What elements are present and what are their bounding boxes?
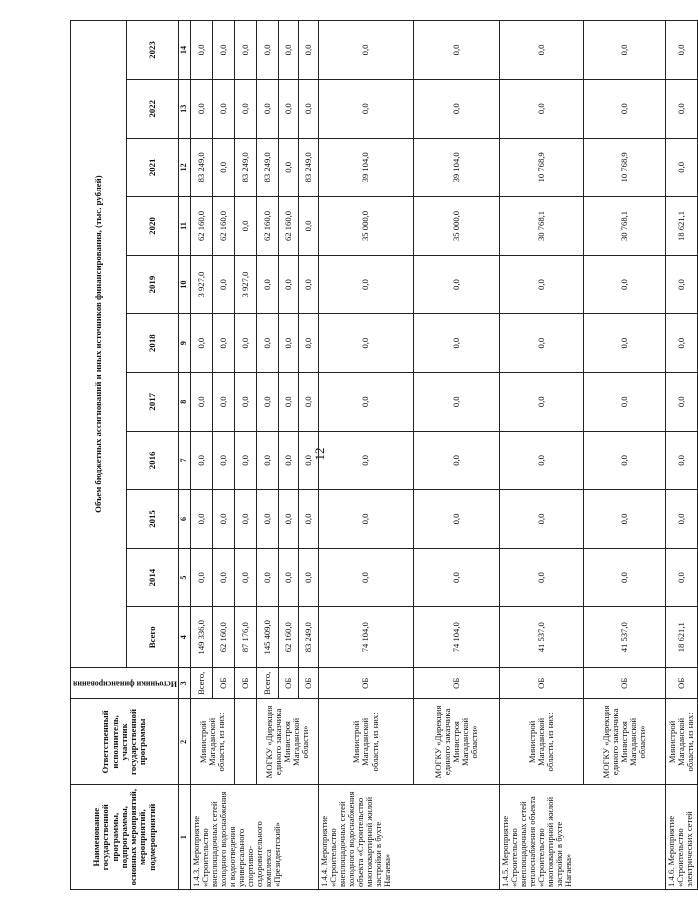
amount-cell: 0,0 (213, 314, 235, 373)
header-year: 2015 (127, 490, 179, 549)
amount-cell: 0,0 (500, 548, 584, 607)
amount-cell: 0,0 (191, 548, 213, 607)
amount-cell: 0,0 (279, 372, 299, 431)
amount-cell: 0,0 (213, 21, 235, 80)
header-year: 2014 (127, 548, 179, 607)
amount-cell: 74 104,0 (319, 607, 414, 668)
funding-source: ОБ (213, 668, 235, 699)
executor: МОГКУ «Дирекция единого заказчика Министроя Магаданской области» (414, 699, 500, 785)
amount-cell: 83 249,0 (191, 138, 213, 197)
funding-source: ОБ (666, 668, 698, 699)
column-number: 1 (179, 785, 191, 890)
amount-cell: 0,0 (414, 548, 500, 607)
budget-table-container (70, 20, 695, 890)
amount-cell: 62 160,0 (213, 607, 235, 668)
amount-cell: 0,0 (213, 490, 235, 549)
amount-cell: 149 336,0 (191, 607, 213, 668)
amount-cell: 0,0 (235, 490, 257, 549)
amount-cell: 0,0 (666, 490, 698, 549)
amount-cell: 62 160,0 (279, 197, 299, 256)
header-year: 2017 (127, 372, 179, 431)
amount-cell: 0,0 (500, 255, 584, 314)
column-number: 8 (179, 372, 191, 431)
table-row (414, 21, 500, 890)
amount-cell: 83 249,0 (299, 138, 319, 197)
amount-cell: 0,0 (319, 490, 414, 549)
amount-cell: 39 104,0 (414, 138, 500, 197)
amount-cell: 0,0 (319, 255, 414, 314)
amount-cell: 0,0 (414, 79, 500, 138)
header-year: 2016 (127, 431, 179, 490)
amount-cell: 0,0 (235, 372, 257, 431)
amount-cell: 0,0 (299, 548, 319, 607)
event-name: 1.4.5. Мероприятие «Строительство внеплощадочных сетей теплоснабжения объекта «Строительство многоквартирной жилой застройки в бухте Нагаева» (500, 785, 666, 890)
header-year: 2023 (127, 21, 179, 80)
amount-cell: 0,0 (666, 372, 698, 431)
funding-source: Всего, (257, 668, 279, 699)
amount-cell: 145 409,0 (257, 607, 279, 668)
amount-cell: 0,0 (666, 431, 698, 490)
column-number: 14 (179, 21, 191, 80)
amount-cell: 0,0 (235, 79, 257, 138)
column-number: 3 (179, 668, 191, 699)
amount-cell: 0,0 (666, 21, 698, 80)
amount-cell: 0,0 (299, 21, 319, 80)
column-number: 12 (179, 138, 191, 197)
amount-cell: 0,0 (213, 138, 235, 197)
executor: Министрой Магаданской области, из них: (191, 699, 235, 785)
header-year: 2022 (127, 79, 179, 138)
amount-cell: 0,0 (257, 372, 279, 431)
table-row (319, 21, 414, 890)
amount-cell: 0,0 (191, 372, 213, 431)
amount-cell: 0,0 (191, 21, 213, 80)
amount-cell: 0,0 (414, 372, 500, 431)
amount-cell: 62 160,0 (257, 197, 279, 256)
amount-cell: 18 621,1 (666, 607, 698, 668)
amount-cell: 0,0 (584, 431, 666, 490)
amount-cell: 0,0 (319, 79, 414, 138)
amount-cell: 74 104,0 (414, 607, 500, 668)
page-number: 12 (312, 447, 327, 461)
amount-cell: 0,0 (279, 490, 299, 549)
amount-cell: 0,0 (299, 197, 319, 256)
amount-cell: 0,0 (257, 431, 279, 490)
event-name: 1.4.3. Мероприятие «Строительство внеплощадочных сетей холодного водоснабжения и водоотведения универсального спортивно-оздоровительного комплекса «Президентский» (191, 785, 319, 890)
amount-cell: 0,0 (191, 79, 213, 138)
amount-cell: 0,0 (500, 431, 584, 490)
amount-cell: 0,0 (279, 21, 299, 80)
header-year: 2018 (127, 314, 179, 373)
column-number: 4 (179, 607, 191, 668)
amount-cell: 41 537,0 (584, 607, 666, 668)
funding-source: Всего, (191, 668, 213, 699)
amount-cell: 41 537,0 (500, 607, 584, 668)
header-source: Источники финансирования (71, 668, 179, 699)
table-row (666, 21, 698, 890)
amount-cell: 0,0 (584, 314, 666, 373)
amount-cell: 0,0 (299, 255, 319, 314)
amount-cell: 0,0 (299, 431, 319, 490)
amount-cell: 62 160,0 (213, 197, 235, 256)
amount-cell: 0,0 (213, 255, 235, 314)
amount-cell: 0,0 (319, 548, 414, 607)
amount-cell: 0,0 (279, 138, 299, 197)
column-number: 11 (179, 197, 191, 256)
amount-cell: 0,0 (257, 314, 279, 373)
amount-cell: 0,0 (213, 548, 235, 607)
header-year: 2020 (127, 197, 179, 256)
amount-cell: 0,0 (584, 372, 666, 431)
column-number: 9 (179, 314, 191, 373)
column-number: 2 (179, 699, 191, 785)
amount-cell: 0,0 (584, 548, 666, 607)
amount-cell: 0,0 (666, 548, 698, 607)
amount-cell: 0,0 (584, 79, 666, 138)
amount-cell: 0,0 (235, 548, 257, 607)
header-year: 2021 (127, 138, 179, 197)
amount-cell: 0,0 (414, 314, 500, 373)
header-year: 2019 (127, 255, 179, 314)
funding-source: ОБ (319, 668, 414, 699)
executor (235, 699, 257, 785)
amount-cell: 18 621,1 (666, 197, 698, 256)
amount-cell: 0,0 (235, 314, 257, 373)
funding-source: ОБ (299, 668, 319, 699)
table-row (191, 21, 213, 890)
amount-cell: 3 927,0 (191, 255, 213, 314)
amount-cell: 35 000,0 (414, 197, 500, 256)
column-number: 5 (179, 548, 191, 607)
event-name: 1.4.6. Мероприятие «Строительство электрических сетей (666, 785, 698, 890)
amount-cell: 0,0 (279, 431, 299, 490)
amount-cell: 0,0 (319, 431, 414, 490)
amount-cell: 83 249,0 (235, 138, 257, 197)
amount-cell: 0,0 (500, 21, 584, 80)
executor: МОГКУ «Дирекция единого заказчика Министроя Магаданской области» (257, 699, 319, 785)
executor: Министрой Магаданской области, из них: (319, 699, 414, 785)
amount-cell: 35 000,0 (319, 197, 414, 256)
amount-cell: 0,0 (191, 490, 213, 549)
amount-cell: 0,0 (235, 431, 257, 490)
amount-cell: 10 768,9 (500, 138, 584, 197)
amount-cell: 0,0 (235, 21, 257, 80)
executor: Министрой Магаданской области, из них: (666, 699, 698, 785)
column-number: 7 (179, 431, 191, 490)
table-row (500, 21, 584, 890)
table-row (257, 21, 279, 890)
amount-cell: 0,0 (500, 314, 584, 373)
executor: Министрой Магаданской области, из них: (500, 699, 584, 785)
amount-cell: 0,0 (279, 255, 299, 314)
amount-cell: 0,0 (299, 490, 319, 549)
amount-cell: 87 176,0 (235, 607, 257, 668)
amount-cell: 83 249,0 (299, 607, 319, 668)
funding-source: ОБ (235, 668, 257, 699)
amount-cell: 10 768,9 (584, 138, 666, 197)
amount-cell: 0,0 (235, 197, 257, 256)
amount-cell: 0,0 (414, 431, 500, 490)
amount-cell: 3 927,0 (235, 255, 257, 314)
amount-cell: 0,0 (257, 21, 279, 80)
amount-cell: 0,0 (279, 314, 299, 373)
amount-cell: 0,0 (319, 21, 414, 80)
header-volume: Объем бюджетных ассигнований и иных источников финансирования, (тыс. рублей) (71, 21, 127, 668)
amount-cell: 83 249,0 (257, 138, 279, 197)
amount-cell: 0,0 (666, 314, 698, 373)
funding-source: ОБ (584, 668, 666, 699)
column-number: 6 (179, 490, 191, 549)
amount-cell: 0,0 (299, 372, 319, 431)
amount-cell: 62 160,0 (191, 197, 213, 256)
amount-cell: 0,0 (257, 490, 279, 549)
amount-cell: 0,0 (666, 138, 698, 197)
executor: МОГКУ «Дирекция единого заказчика Министроя Магаданской области» (584, 699, 666, 785)
amount-cell: 0,0 (319, 372, 414, 431)
amount-cell: 0,0 (584, 21, 666, 80)
table-row (584, 21, 666, 890)
amount-cell: 0,0 (414, 255, 500, 314)
amount-cell: 0,0 (500, 79, 584, 138)
amount-cell: 0,0 (257, 255, 279, 314)
amount-cell: 0,0 (191, 431, 213, 490)
amount-cell: 30 768,1 (500, 197, 584, 256)
amount-cell: 39 104,0 (319, 138, 414, 197)
amount-cell: 0,0 (257, 79, 279, 138)
amount-cell: 0,0 (414, 490, 500, 549)
amount-cell: 62 160,0 (279, 607, 299, 668)
amount-cell: 30 768,1 (584, 197, 666, 256)
budget-table (70, 20, 698, 890)
amount-cell: 0,0 (191, 314, 213, 373)
amount-cell: 0,0 (257, 548, 279, 607)
funding-source: ОБ (279, 668, 299, 699)
amount-cell: 0,0 (319, 314, 414, 373)
amount-cell: 0,0 (279, 79, 299, 138)
amount-cell: 0,0 (414, 21, 500, 80)
column-number: 10 (179, 255, 191, 314)
event-name: 1.4.4. Мероприятие «Строительство внеплощадочных сетей холодного водоснабжения объекта «Строительство многоквартирной жилой застройки в бухте Нагаева» (319, 785, 500, 890)
amount-cell: 0,0 (213, 431, 235, 490)
table-row (235, 21, 257, 890)
amount-cell: 0,0 (666, 79, 698, 138)
amount-cell: 0,0 (584, 490, 666, 549)
header-total: Всего (127, 607, 179, 668)
amount-cell: 0,0 (666, 255, 698, 314)
amount-cell: 0,0 (213, 372, 235, 431)
amount-cell: 0,0 (279, 548, 299, 607)
amount-cell: 0,0 (584, 255, 666, 314)
header-name: Наименование государственной программы, подпрограммы, основных мероприятий, мероприятий, подмероприятий (71, 785, 179, 890)
amount-cell: 0,0 (299, 79, 319, 138)
amount-cell: 0,0 (213, 79, 235, 138)
amount-cell: 0,0 (299, 314, 319, 373)
header-executor: Ответственный исполнитель, участник государственной программы (71, 699, 179, 785)
column-number: 13 (179, 79, 191, 138)
amount-cell: 0,0 (500, 490, 584, 549)
funding-source: ОБ (414, 668, 500, 699)
amount-cell: 0,0 (500, 372, 584, 431)
funding-source: ОБ (500, 668, 584, 699)
